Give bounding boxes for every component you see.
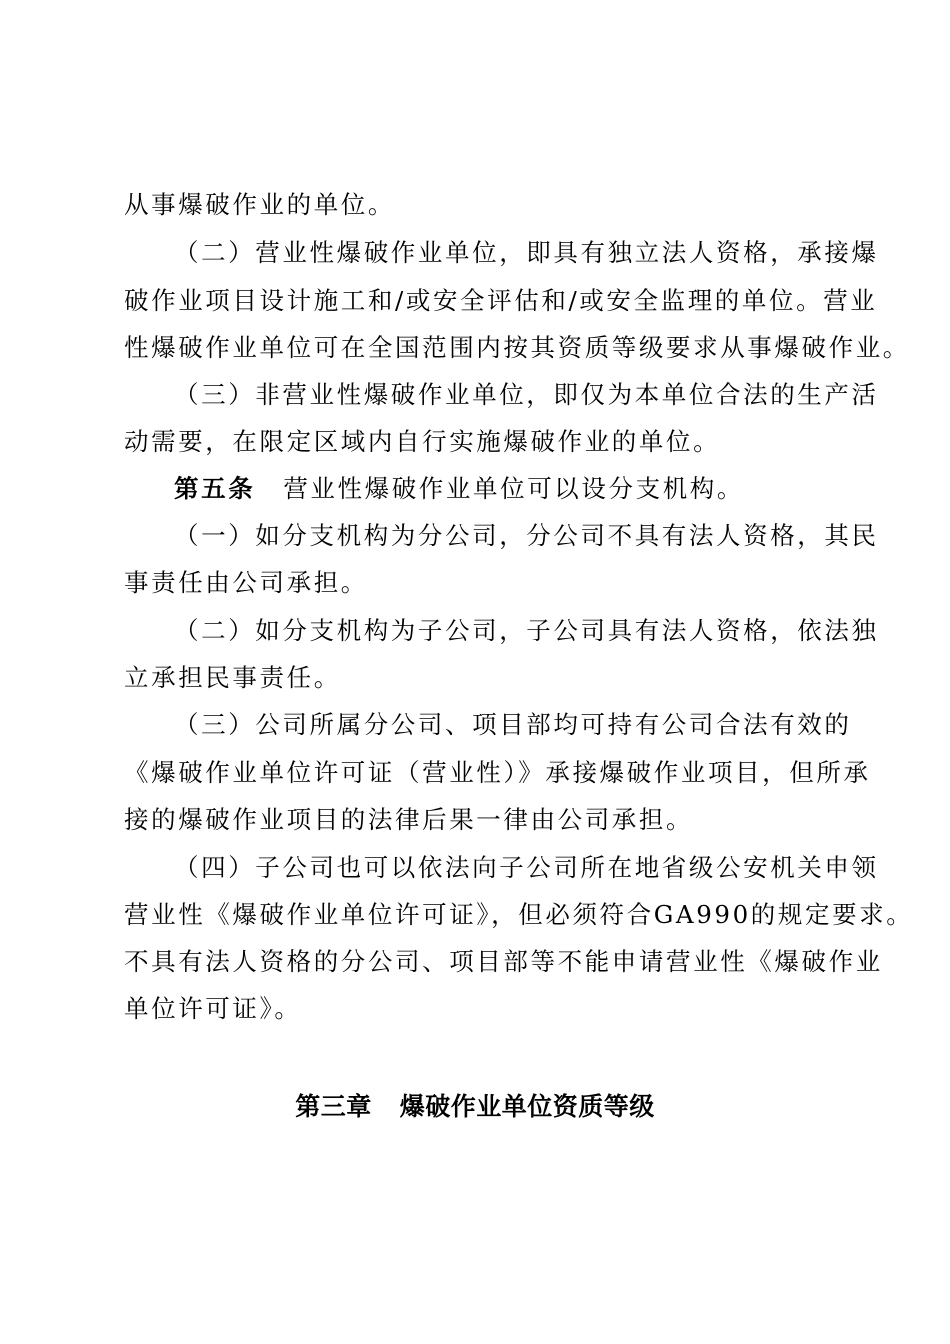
article-text: 营业性爆破作业单位可以设分支机构。 [283,474,745,503]
paragraph-line: 事责任由公司承担。 [124,568,368,597]
paragraph-line: 不具有法人资格的分公司、项目部等不能申请营业性《爆破作业 [124,947,883,976]
paragraph-line: 营业性《爆破作业单位许可证》，但必须符合GA990的规定要求。 [124,900,914,929]
paragraph-line: （四）子公司也可以依法向子公司所在地省级公安机关申领 [174,853,879,882]
paragraph-line: （三）非营业性爆破作业单位，即仅为本单位合法的生产活 [174,380,879,409]
article-number: 第五条 [174,474,256,503]
paragraph-line: 单位许可证》。 [124,994,302,1023]
paragraph-line: 接的爆破作业项目的法律后果一律由公司承担。 [124,805,694,834]
paragraph-line: （一）如分支机构为分公司，分公司不具有法人资格，其民 [174,521,879,550]
chapter-title: 爆破作业单位资质等级 [399,1092,655,1121]
paragraph-line: 破作业项目设计施工和/或安全评估和/或安全监理的单位。营业 [124,286,878,315]
article-heading-line [174,472,914,506]
paragraph-line: （二）营业性爆破作业单位，即具有独立法人资格，承接爆 [174,238,879,267]
chapter-label: 第三章 [295,1092,372,1121]
chapter-heading [0,1090,950,1124]
paragraph-line: 从事爆破作业的单位。 [124,190,395,219]
paragraph-line: 性爆破作业单位可在全国范围内按其资质等级要求从事爆破作业。 [124,333,910,362]
paragraph-line: （三）公司所属分公司、项目部均可持有公司合法有效的 [174,710,852,739]
paragraph-line: 立承担民事责任。 [124,663,341,692]
paragraph-line: （二）如分支机构为子公司，子公司具有法人资格，依法独 [174,616,879,645]
paragraph-line: 《爆破作业单位许可证（营业性）》承接爆破作业项目，但所承 [124,758,871,787]
paragraph-line: 动需要，在限定区域内自行实施爆破作业的单位。 [124,427,721,456]
